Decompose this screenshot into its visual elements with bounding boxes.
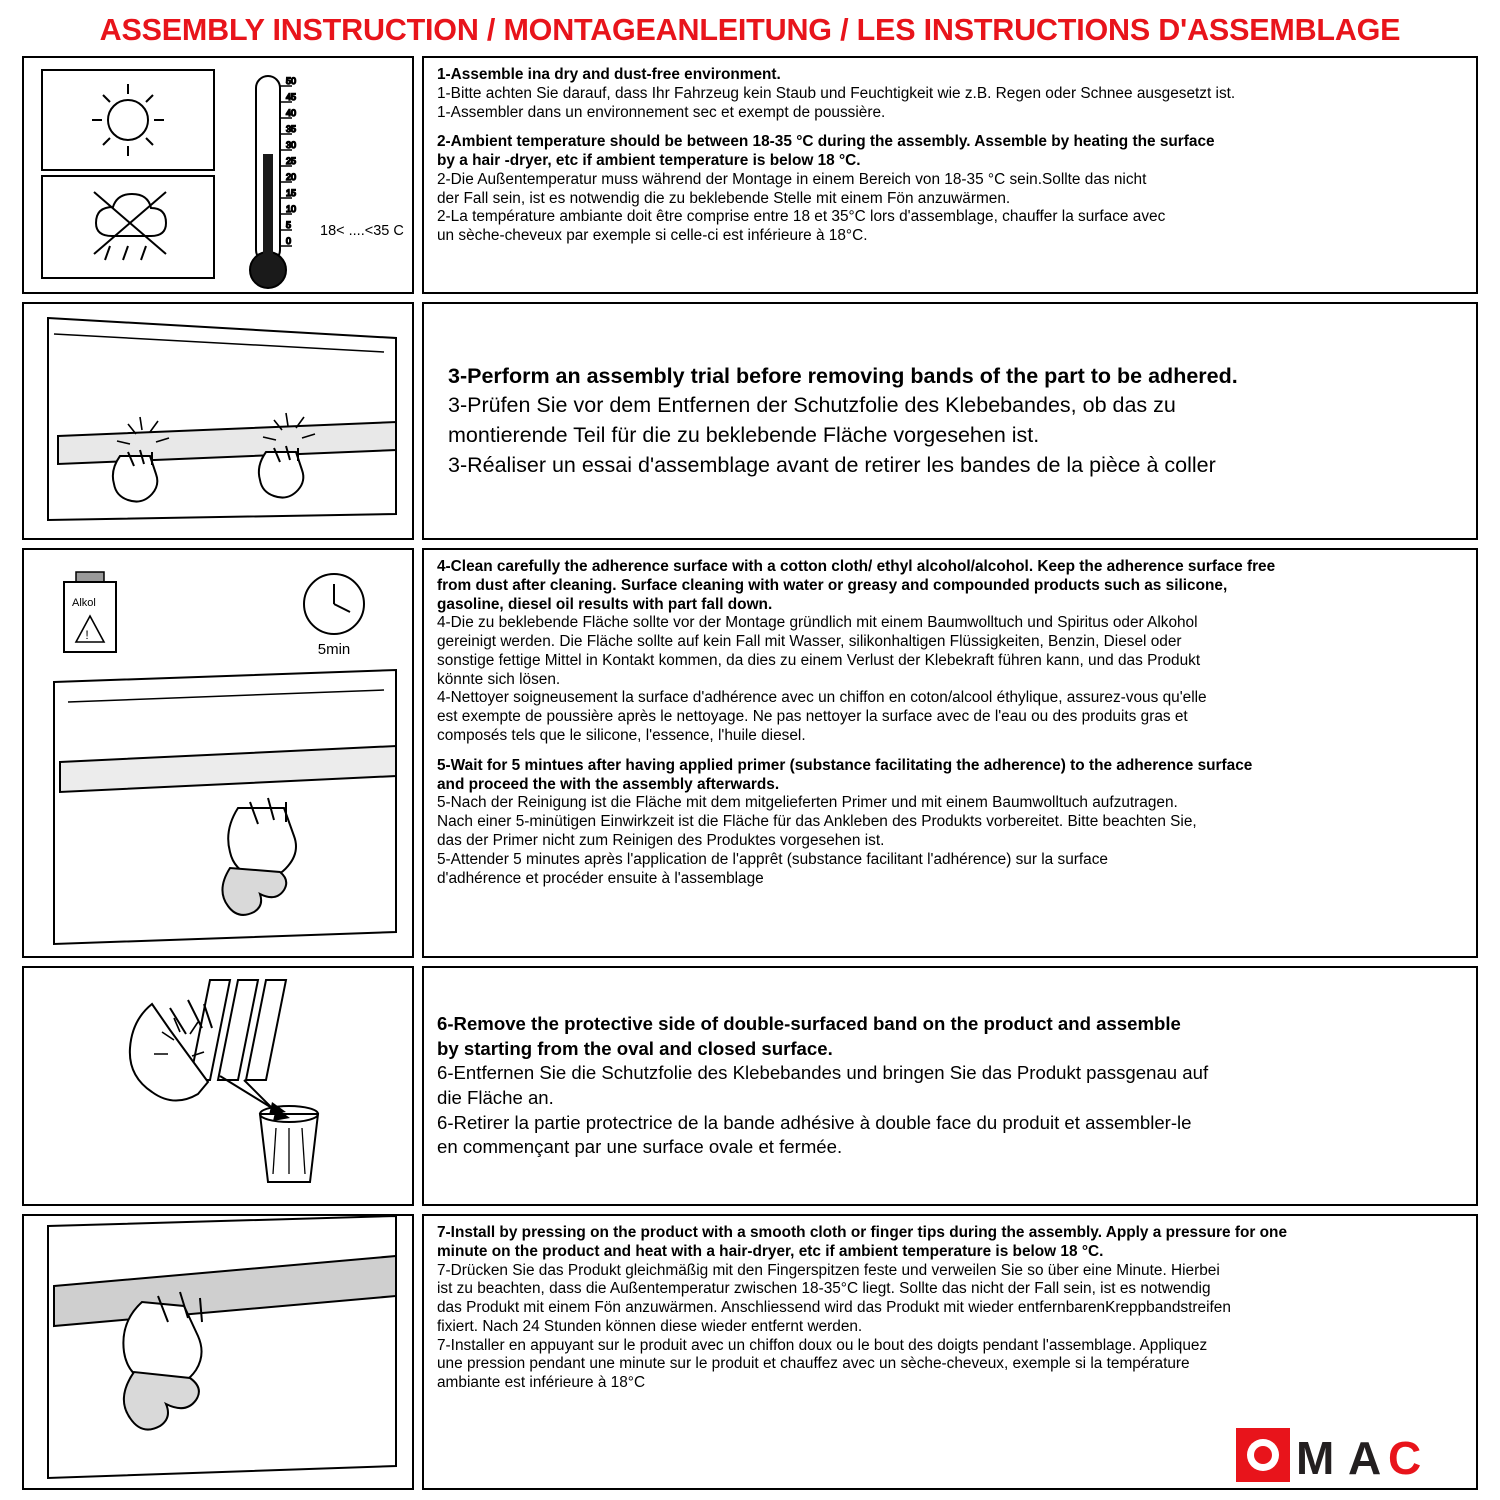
door-trial-fit-icon: [24, 304, 414, 538]
step-line: by a hair -dryer, etc if ambient temperature is below 18 °C.: [437, 152, 861, 170]
step-line: en commençant par une surface ovale et fermée.: [437, 1136, 843, 1158]
step-text-4-5: [422, 548, 1478, 958]
omac-logo: [1236, 1424, 1474, 1486]
step-line: minute on the product and heat with a hair-dryer, etc if ambient temperature is below 18 °C.: [437, 1242, 1104, 1260]
step-line: 6-Entfernen Sie die Schutzfolie des Klebebandes und bringen Sie das Produkt passgenau auf: [437, 1062, 1209, 1084]
step-line: 1-Assemble ina dry and dust-free environment.: [437, 66, 781, 84]
step-line: 2-La température ambiante doit être comprise entre 18 et 35°C lors d'assemblage, chauffer la surface avec: [437, 208, 1166, 226]
step-line: 5-Attender 5 minutes après l'application de l'apprêt (substance facilitant l'adhérence) sur la surface: [437, 850, 1108, 868]
step-line: 2-Die Außentemperatur muss während der Montage in einem Bereich von 18-35 °C sein.Sollte das nicht: [437, 170, 1147, 188]
step-line: 1-Bitte achten Sie darauf, dass Ihr Fahrzeug kein Staub und Feuchtigkeit wie z.B. Regen oder Schnee ausgesetzt ist.: [437, 84, 1236, 102]
instruction-row-2: [22, 302, 1478, 540]
step-line: fixiert. Nach 24 Stunden können diese wieder entfernt werden.: [437, 1317, 863, 1335]
illustration-trial-fit: [22, 302, 414, 540]
step-line: 7-Install by pressing on the product with a smooth cloth or finger tips during the assembly. Apply a pressure for one: [437, 1224, 1288, 1242]
svg-text:5: 5: [286, 220, 292, 231]
svg-text:45: 45: [286, 92, 297, 103]
svg-text:50: 50: [286, 76, 297, 87]
illustration-clean-surface: [22, 548, 414, 958]
svg-text:A: A: [1348, 1432, 1382, 1484]
step-line: sonstige fettige Mittel in Kontakt kommen, da dies zu einem Verlust der Klebekraft führen kann, und das Produkt: [437, 651, 1201, 669]
step-line: das der Primer nicht zum Reinigen des Produktes vorgesehen ist.: [437, 831, 885, 849]
step-line: and proceed the with the assembly afterwards.: [437, 775, 780, 793]
step-line: by starting from the oval and closed surface.: [437, 1037, 833, 1059]
step-line: 5-Wait for 5 mintues after having applied primer (substance facilitating the adherence) to the adherence surface: [437, 756, 1253, 774]
step-text-3: [422, 302, 1478, 540]
temperature-range-label: 18< ....<35 C: [320, 223, 404, 240]
step-text-1-2: [422, 56, 1478, 294]
step-line: die Fläche an.: [437, 1087, 554, 1109]
step-line: 3-Prüfen Sie vor dem Entfernen der Schutzfolie des Klebebandes, ob das zu: [448, 393, 1176, 418]
step-line: 1-Assembler dans un environnement sec et exempt de poussière.: [437, 103, 886, 121]
svg-text:C: C: [1388, 1432, 1422, 1484]
step-line: 3-Réaliser un essai d'assemblage avant de retirer les bandes de la pièce à coller: [448, 452, 1216, 477]
step-line: der Fall sein, ist es notwendig die zu beklebende Stelle mit einem Fön anzuwärmen.: [437, 189, 1011, 207]
step-line: 2-Ambient temperature should be between 18-35 °C during the assembly. Assemble by heating the surface: [437, 133, 1215, 151]
step-line: das Produkt mit einem Fön anzuwärmen. Anschliessend wird das Produkt mit wieder entfernbarenKreppbandstreifen: [437, 1299, 1231, 1317]
instruction-row-1: [22, 56, 1478, 294]
instruction-row-4: [22, 966, 1478, 1206]
step-line: 6-Retirer la partie protectrice de la bande adhésive à double face du produit et assembler-le: [437, 1111, 1192, 1133]
page-title: ASSEMBLY INSTRUCTION / MONTAGEANLEITUNG / LES INSTRUCTIONS D'ASSEMBLAGE: [99, 13, 1401, 47]
step-line: d'adhérence et procéder ensuite à l'assemblage: [437, 869, 764, 887]
svg-text:35: 35: [286, 124, 297, 135]
step-line: 5-Nach der Reinigung ist die Fläche mit dem mitgelieferten Primer und mit einem Baumwolltuch aufzutragen.: [437, 794, 1178, 812]
svg-text:25: 25: [286, 156, 297, 167]
svg-text:40: 40: [286, 108, 297, 119]
alcohol-label: Alkol: [72, 597, 96, 610]
step-line: 4-Nettoyer soigneusement la surface d'adhérence avec un chiffon en coton/alcool éthylique, assurez-vous qu'elle: [437, 689, 1207, 707]
svg-text:10: 10: [286, 204, 297, 215]
sun-rain-thermometer-icon: [24, 58, 414, 292]
svg-text:20: 20: [286, 172, 297, 183]
step-line: un sèche-cheveux par exemple si celle-ci est inférieure à 18°C.: [437, 227, 868, 245]
step-line: 3-Perform an assembly trial before removing bands of the part to be adhered.: [448, 363, 1238, 388]
step-line: 4-Clean carefully the adherence surface with a cotton cloth/ ethyl alcohol/alcohol. Keep the adherence surface free: [437, 558, 1276, 576]
step-line: Nach einer 5-minütigen Einwirkzeit ist die Fläche für das Ankleben des Produkts vorbereitet. Bitte beachten Sie,: [437, 813, 1197, 831]
clock-label: 5min: [317, 641, 351, 659]
illustration-remove-liner: [22, 966, 414, 1206]
step-line: 6-Remove the protective side of double-surfaced band on the product and assemble: [437, 1012, 1181, 1034]
step-line: gereinigt werden. Die Fläche sollte auf kein Fall mit Wasser, silikonhaltigen Flüssigkeiten, Benzin, Diesel oder: [437, 633, 1182, 651]
instruction-grid: [22, 56, 1478, 1490]
illustration-temperature: [22, 56, 414, 294]
svg-text:15: 15: [286, 188, 297, 199]
svg-text:30: 30: [286, 140, 297, 151]
step-text-6: [422, 966, 1478, 1206]
alcohol-clock-cleaning-icon: [24, 550, 414, 956]
illustration-press-product: [22, 1214, 414, 1490]
step-line: une pression pendant une minute sur le produit et chauffez avec un sèche-cheveux, exemple si la température: [437, 1355, 1190, 1373]
step-line: ambiante est inférieure à 18°C: [437, 1374, 646, 1392]
step-line: ist zu beachten, dass die Außentemperatur zwischen 18-35°C liegt. Sollte das nicht der Fall sein, ist es notwendig: [437, 1280, 1211, 1298]
peel-liner-trash-icon: [24, 968, 414, 1204]
step-line: est exempte de poussière après le nettoyage. Ne pas nettoyer la surface avec de l'eau ou des produits gras et: [437, 708, 1188, 726]
svg-text:!: !: [85, 628, 89, 643]
step-line: könnte sich lösen.: [437, 670, 561, 688]
step-line: 7-Installer en appuyant sur le produit avec un chiffon doux ou le bout des doigts pendant l'assemblage. Appliquez: [437, 1336, 1208, 1354]
step-line: 7-Drücken Sie das Produkt gleichmäßig mit den Fingerspitzen feste und verweilen Sie so über eine Minute. Hierbei: [437, 1261, 1220, 1279]
step-line: composés tels que le silicone, l'essence, l'huile diesel.: [437, 727, 806, 745]
press-with-cloth-icon: [24, 1216, 414, 1488]
instruction-row-3: [22, 548, 1478, 958]
step-line: gasoline, diesel oil results with part fall down.: [437, 595, 773, 613]
step-line: 4-Die zu beklebende Fläche sollte vor der Montage gründlich mit einem Baumwolltuch und Spiritus oder Alkohol: [437, 614, 1198, 632]
svg-text:0: 0: [286, 236, 292, 247]
step-line: from dust after cleaning. Surface cleaning with water or greasy and compounded products such as silicone,: [437, 576, 1228, 594]
step-line: montierende Teil für die zu beklebende Fläche vorgesehen ist.: [448, 423, 1040, 448]
svg-text:M: M: [1296, 1432, 1335, 1484]
